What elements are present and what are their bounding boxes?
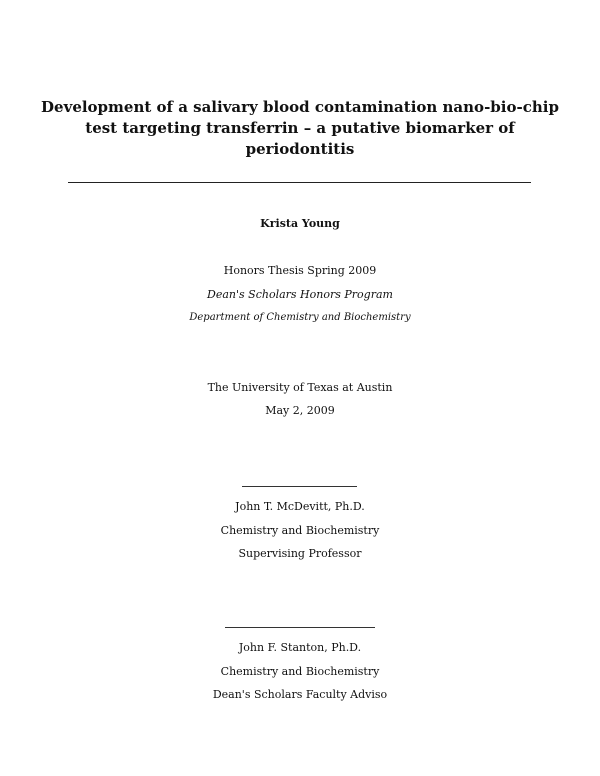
thesis-title <box>40 97 560 160</box>
advisor-role: Dean's Scholars Faculty Adviso <box>212 688 388 701</box>
university-name: The University of Texas at Austin <box>207 381 393 394</box>
title-line-1: Development of a salivary blood contamination nano-bio-chip <box>41 98 559 116</box>
department-name: Department of Chemistry and Biochemistry <box>189 312 411 323</box>
thesis-label: Honors Thesis Spring 2009 <box>223 264 377 277</box>
supervisor-role: Supervising Professor <box>238 547 362 560</box>
supervisor-department: Chemistry and Biochemistry <box>220 524 380 537</box>
supervisor-signature-line <box>242 486 357 487</box>
author-name: Krista Young <box>260 217 340 230</box>
supervisor-name: John T. McDevitt, Ph.D. <box>235 500 365 513</box>
advisor-name: John F. Stanton, Ph.D. <box>238 641 362 654</box>
title-line-2: test targeting transferrin – a putative biomarker of <box>85 119 515 137</box>
advisor-signature-line <box>225 627 375 628</box>
title-divider <box>68 182 531 183</box>
submission-date: May 2, 2009 <box>265 404 335 417</box>
advisor-department: Chemistry and Biochemistry <box>220 665 380 678</box>
program-name: Dean's Scholars Honors Program <box>207 288 393 301</box>
title-line-3: periodontitis <box>245 140 355 158</box>
